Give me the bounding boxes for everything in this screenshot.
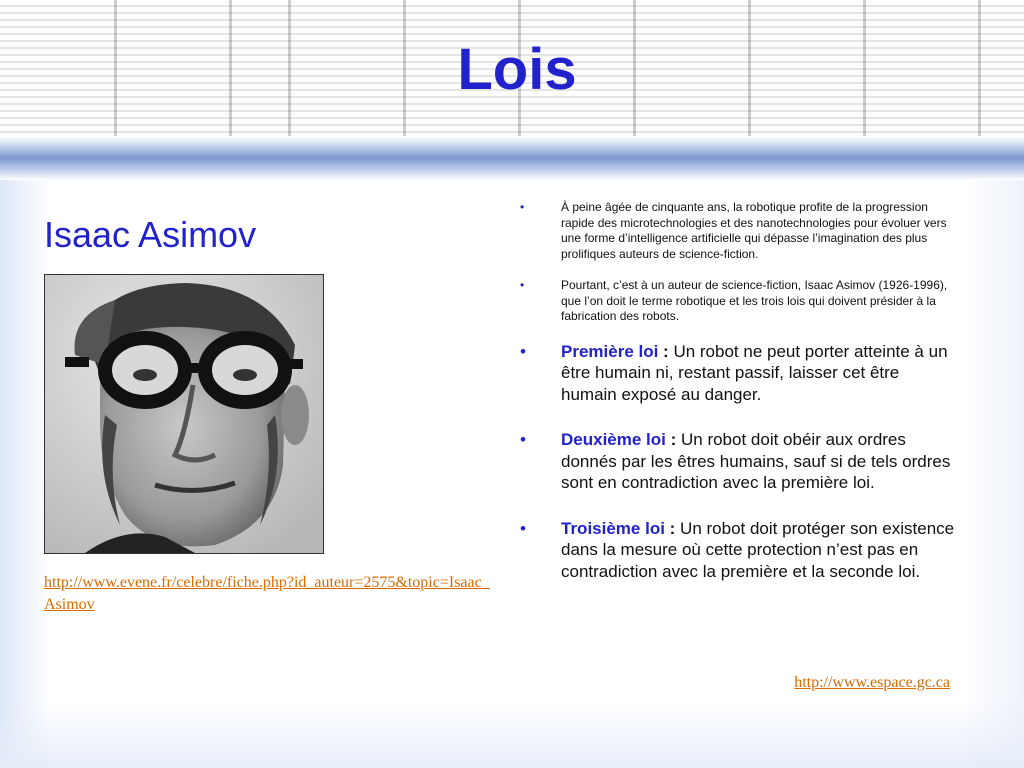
list-item-law-2 xyxy=(520,429,956,494)
law-separator: : xyxy=(658,341,669,361)
list-item-law-3 xyxy=(520,518,956,583)
law-label: Première loi xyxy=(561,341,659,361)
bullet-text: Pourtant, c’est à un auteur de science-fiction, Isaac Asimov (1926-1996), que l’on doit le terme robotique et les trois lois qui doivent présider à la fabrication des robots. xyxy=(561,278,948,323)
list-item-law-1 xyxy=(520,341,956,406)
law-separator: : xyxy=(664,518,676,538)
law-separator: : xyxy=(665,430,677,449)
left-gradient xyxy=(0,180,50,768)
list-item-intro xyxy=(520,200,956,262)
law-label: Deuxième loi xyxy=(561,430,666,449)
law-text: Un robot ne peut porter atteinte à un être humain ni, restant passif, laisser cet être humain exposé au danger. xyxy=(561,341,948,404)
header-band xyxy=(0,136,1024,180)
portrait-image xyxy=(45,275,323,553)
bullet-text: À peine âgée de cinquante ans, la robotique profite de la progression rapide des microtechnologies et des nanotechnologies pour évoluer vers une forme d’intelligence artificielle qui dépasse l’imagination des plus prolifiques auteurs de science-fiction. xyxy=(561,200,947,261)
content-bullets xyxy=(520,200,956,588)
bullet-icon: • xyxy=(520,341,526,361)
bullet-icon: • xyxy=(520,430,526,449)
list-item-asimov xyxy=(520,278,956,325)
bullet-icon: • xyxy=(520,200,525,214)
slide-title: Lois xyxy=(457,37,577,102)
bullet-icon: • xyxy=(520,518,526,538)
bottom-gradient xyxy=(0,700,1024,768)
law-text: Un robot doit protéger son existence dans la mesure où cette protection n’est pas en contradiction avec la première et la seconde loi. xyxy=(561,518,955,581)
bullet-icon: • xyxy=(520,278,525,292)
espace-source-link[interactable]: http://www.espace.gc.ca xyxy=(794,674,950,691)
asimov-bio-link[interactable]: http://www.evene.fr/celebre/fiche.php?id_auteur=2575&topic=Isaac_Asimov xyxy=(44,574,490,613)
law-label: Troisième loi xyxy=(561,518,665,538)
asimov-portrait xyxy=(44,274,324,554)
law-text: Un robot doit obéir aux ordres donnés par les êtres humains, sauf si de tels ordres sont en contradiction avec la première loi. xyxy=(561,430,951,492)
right-gradient xyxy=(964,180,1024,768)
slide-subtitle: Isaac Asimov xyxy=(44,214,257,255)
